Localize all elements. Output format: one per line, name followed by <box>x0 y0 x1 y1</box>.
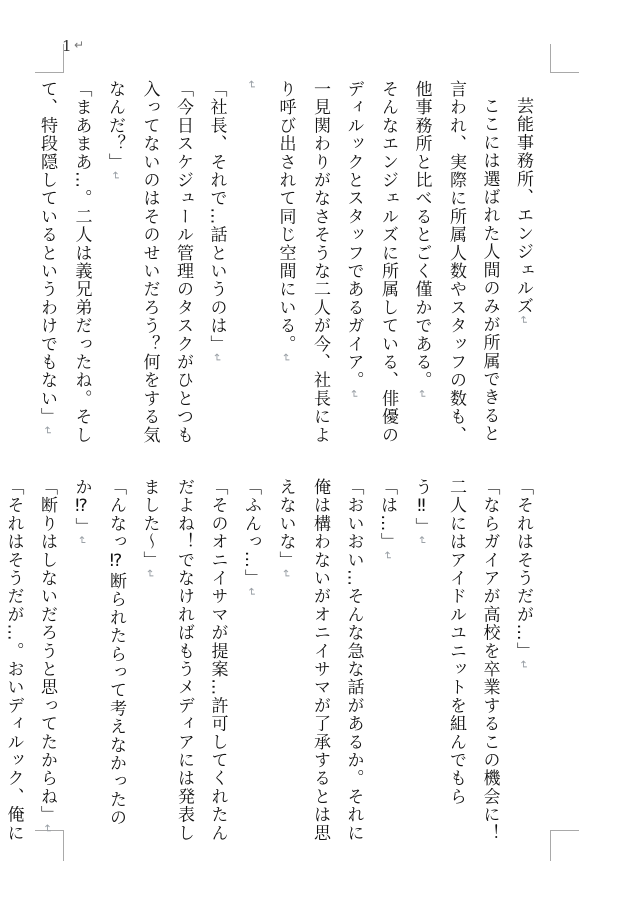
paragraph-mark-icon: ↵ <box>210 353 224 363</box>
paragraph-mark-icon: ↵ <box>75 535 89 545</box>
paragraph-mark-icon: ↵ <box>41 425 54 436</box>
text-block-upper <box>37 80 540 450</box>
paragraph-mark-icon: ↵ <box>279 569 293 579</box>
paragraph: ここには選ばれた人間のみが所属できると言われ、実際に所属人数やスタッフの数も、他事務所と比べるとごく僅かである。↵ <box>411 80 500 444</box>
paragraph-mark-icon: ↵ <box>143 569 157 579</box>
crop-mark-top-left <box>35 44 64 73</box>
paragraph-mark-icon: ↵ <box>517 660 530 670</box>
page-number: 1 <box>62 37 72 55</box>
paragraph: 「んなっ⁉断られたらって考えなかったのか⁉」↵ <box>71 478 126 827</box>
paragraph: 「社長、それで…話というのは」↵ <box>206 80 227 363</box>
crop-mark-bottom-right <box>550 830 579 861</box>
paragraph-mark-icon: ↵ <box>279 353 293 363</box>
paragraph: 「それはそうだが…。おいディルック、俺に <box>3 478 24 842</box>
paragraph-mark-icon: ↵ <box>517 315 530 325</box>
paragraph: 「そのオニイサマが提案…許可してくれたんだよね！でなければもうメディアには発表しました～」↵ <box>139 478 228 842</box>
paragraph: 「ならガイアが高校を卒業するこの機会に！二人にはアイドルユニットを組んでもらう‼」↵ <box>411 478 500 842</box>
document-body[interactable] <box>3 80 540 842</box>
paragraph: 「まあまあ…。二人は義兄弟だったね。そして、特段隠しているというわけでもない」↵ <box>37 80 92 444</box>
paragraph: 「ふんっ…」↵ <box>241 478 261 597</box>
paragraph: 「今日スケジュール管理のタスクがひとつも入ってないのはそのせいだろう？何をする気なんだ？」↵ <box>105 80 193 444</box>
paragraph-mark-icon: ↵ <box>109 171 122 181</box>
page-number-return-mark: ↵ <box>74 38 85 52</box>
paragraph <box>234 80 269 450</box>
text-block-lower <box>3 478 540 848</box>
paragraph: そんなエンジェルズに所属している、俳優のディルックとスタッフであるガイア。↵ <box>343 80 398 444</box>
paragraph-mark-icon: ↵ <box>245 80 258 90</box>
paragraph: 芸能事務所、エンジェルズ↵ <box>513 97 533 325</box>
paragraph-mark-icon: ↵ <box>415 389 429 399</box>
paragraph: 「は…」↵ <box>377 478 397 561</box>
paragraph-mark-icon: ↵ <box>347 389 361 399</box>
paragraph: 「断りはしないだろうと思ってたからね」↵ <box>37 478 57 834</box>
paragraph: 「それはそうだが…」↵ <box>513 478 533 670</box>
paragraph-mark-icon: ↵ <box>245 587 258 597</box>
crop-mark-top-right <box>550 44 579 73</box>
paragraph: 一見関わりがなさそうな二人が今、社長により呼び出されて同じ空間にいる。↵ <box>275 80 330 444</box>
paragraph-mark-icon: ↵ <box>415 535 429 545</box>
paragraph-mark-icon: ↵ <box>41 823 54 834</box>
paragraph-mark-icon: ↵ <box>381 550 394 561</box>
paragraph: 「おいおい…そんな急な話があるか。それに俺は構わないがオニイサマが了承するとは思えないな」↵ <box>275 478 364 842</box>
